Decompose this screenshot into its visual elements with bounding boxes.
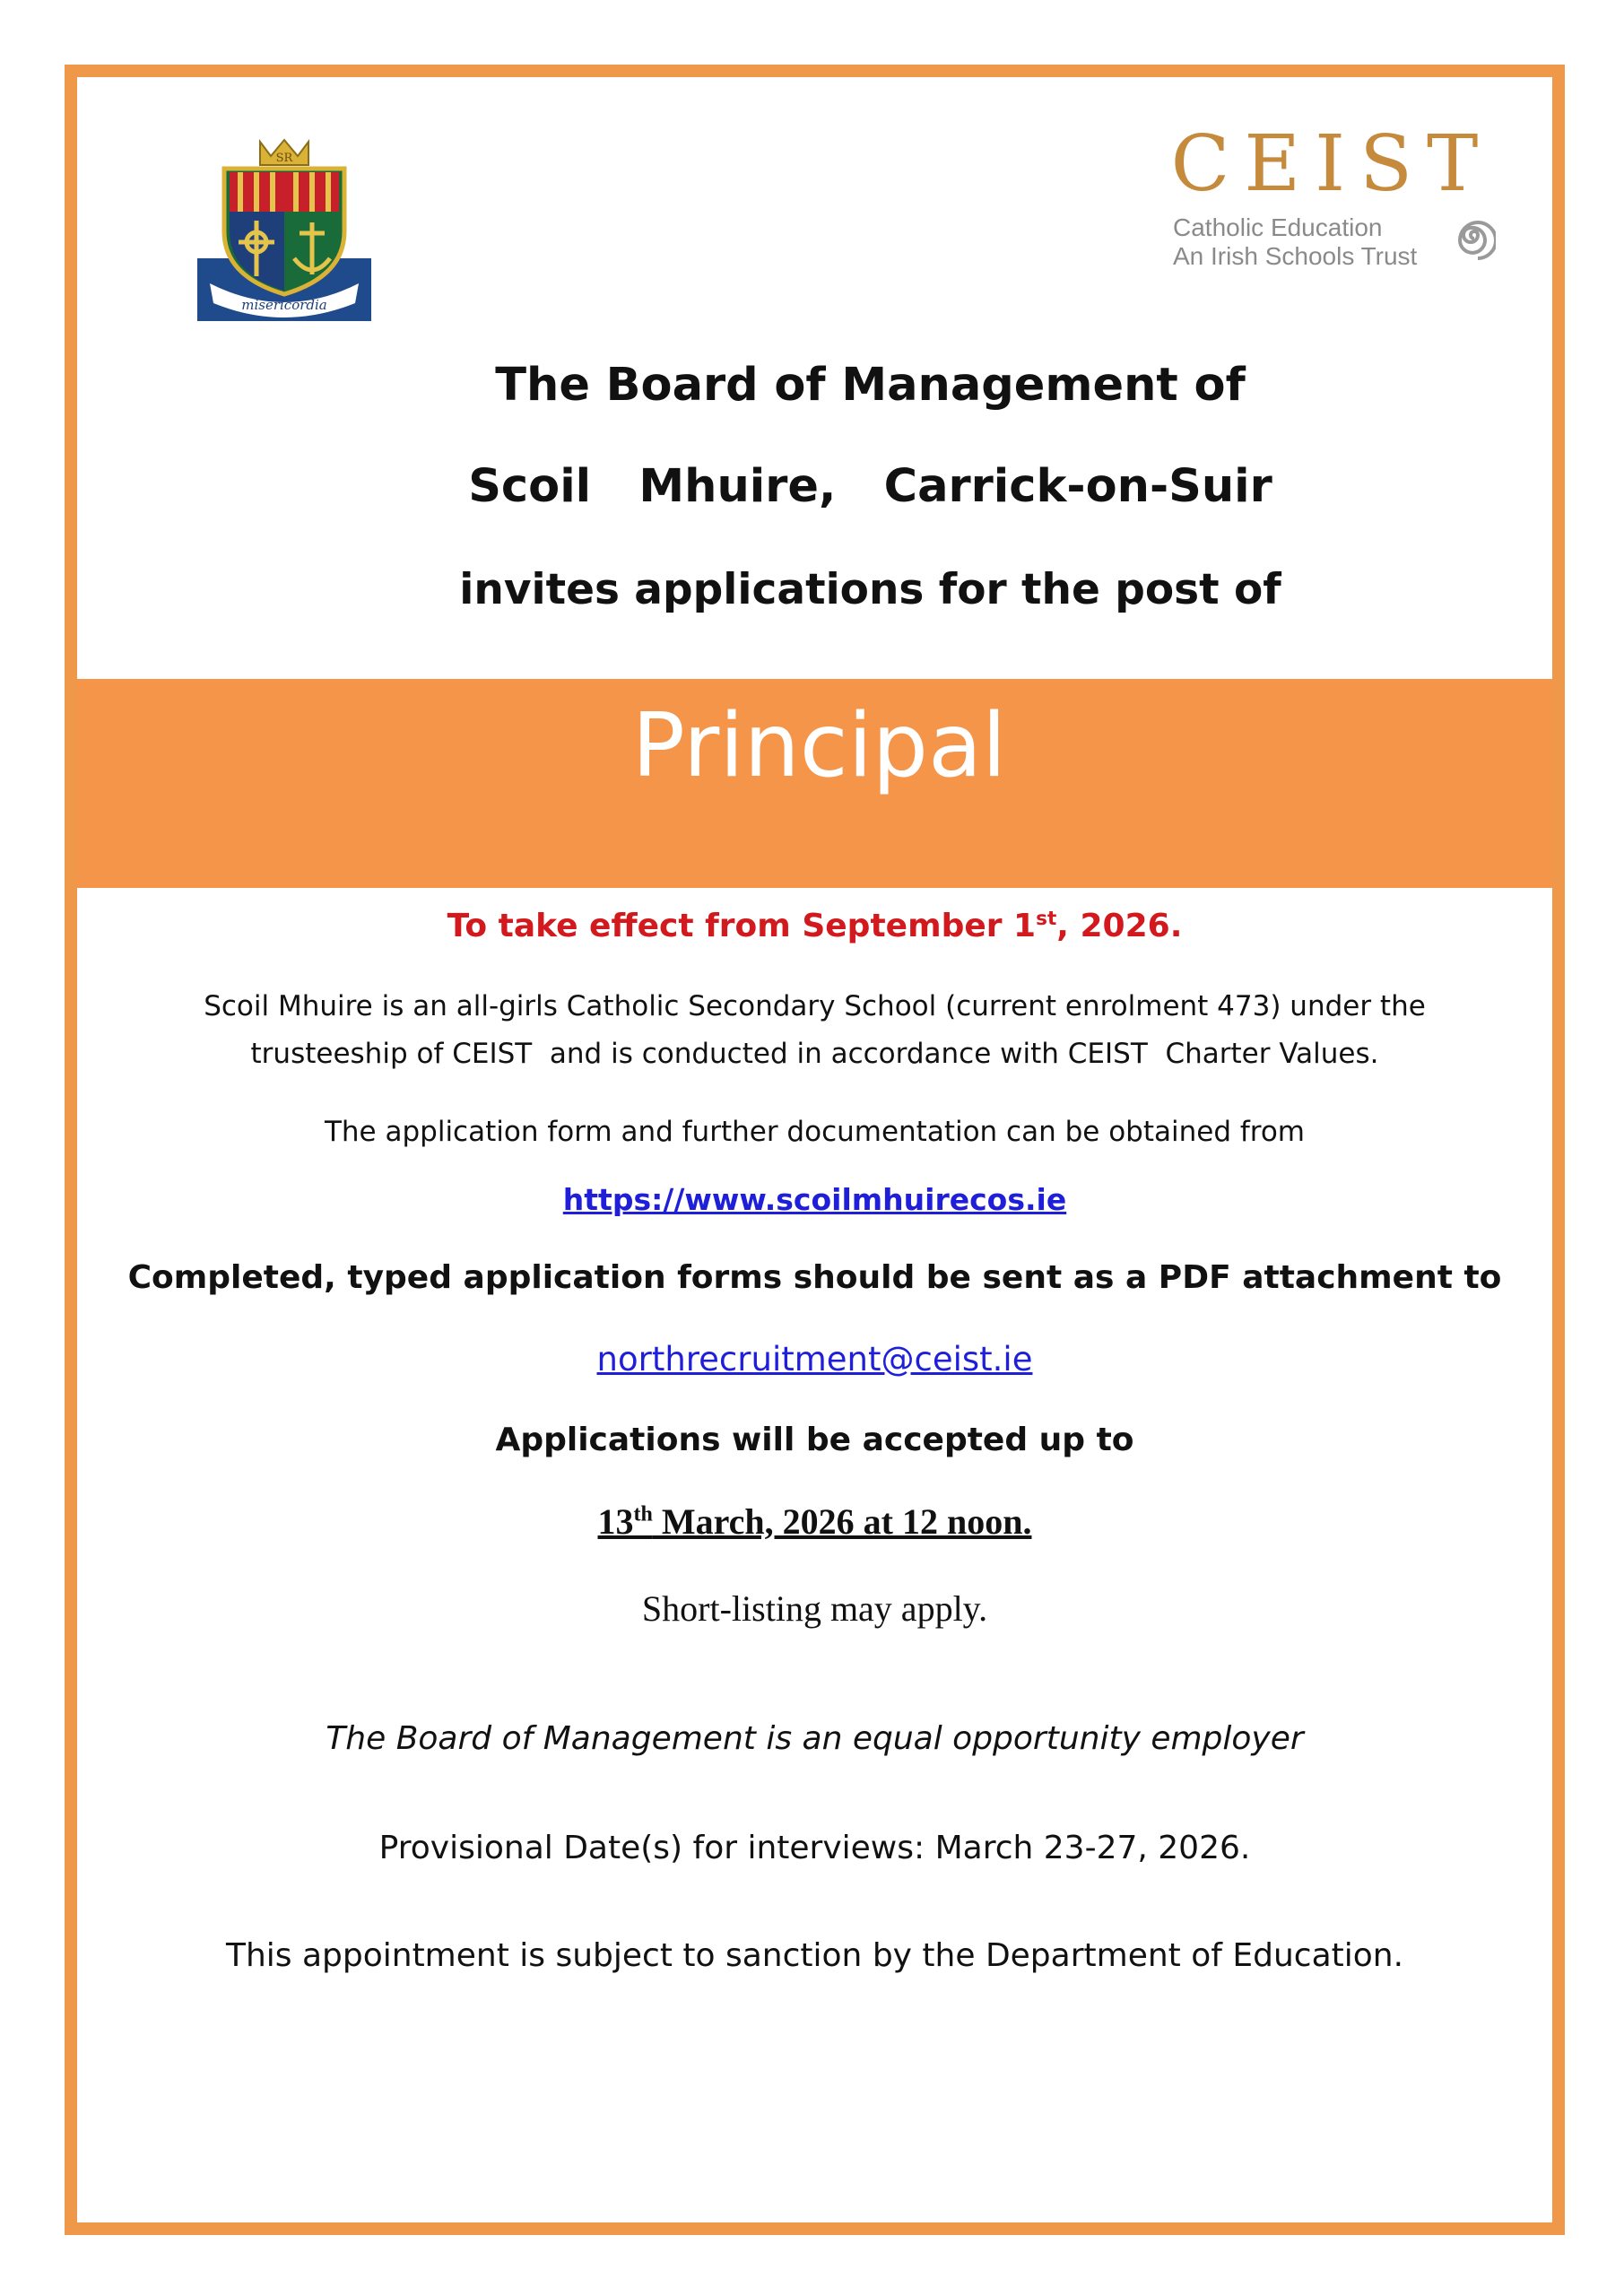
effect-prefix: To take effect from September 1 [447,908,1037,944]
ceist-tagline-2: An Irish Schools Trust [1173,242,1418,270]
post-title: Principal [631,695,1007,797]
deadline-rest: March, 2026 at 12 noon. [652,1501,1032,1542]
effect-suffix: , 2026. [1056,908,1183,944]
heading-line-3: invites applications for the post of [459,565,1281,614]
deadline-date [77,1500,1552,1543]
school-crest-logo [197,133,371,321]
description-line-1: Scoil Mhuire is an all-girls Catholic Secondary School (current enrolment 473) under the [204,990,1426,1022]
svg-text:SR: SR [275,152,293,165]
deadline-sup: th [633,1502,653,1526]
ceist-tagline-1: Catholic Education [1173,213,1383,241]
website-link[interactable]: https://www.scoilmhuirecos.ie [562,1182,1067,1217]
ceist-wordmark: CEIST [1170,119,1493,209]
obtain-text: The application form and further documentation can be obtained from [324,1116,1306,1148]
ceist-logo [1157,119,1507,270]
send-instruction: Completed, typed application forms should be sent as a PDF attachment to [127,1259,1502,1296]
effect-date [77,908,1552,944]
shortlisting-note: Short-listing may apply. [641,1588,988,1629]
spiral-icon [1453,215,1496,262]
sanction-note: This appointment is subject to sanction by the Department of Education. [225,1937,1404,1974]
equal-opportunity-statement: The Board of Management is an equal opportunity employer [326,1720,1304,1757]
heading-line-1: The Board of Management of [495,359,1246,412]
title-band [77,679,1552,888]
crest-motto: misericordia [241,297,327,313]
interview-dates: Provisional Date(s) for interviews: March 23-27, 2026. [378,1830,1251,1866]
deadline-day: 13 [597,1501,634,1542]
description-line-2: trusteeship of CEIST and is conducted in accordance with CEIST Charter Values. [250,1038,1379,1070]
deadline-intro: Applications will be accepted up to [495,1422,1134,1458]
email-link[interactable]: northrecruitment@ceist.ie [596,1340,1033,1378]
effect-sup: st [1036,908,1057,930]
heading-line-2: Scoil Mhuire, Carrick-on-Suir [468,460,1272,513]
